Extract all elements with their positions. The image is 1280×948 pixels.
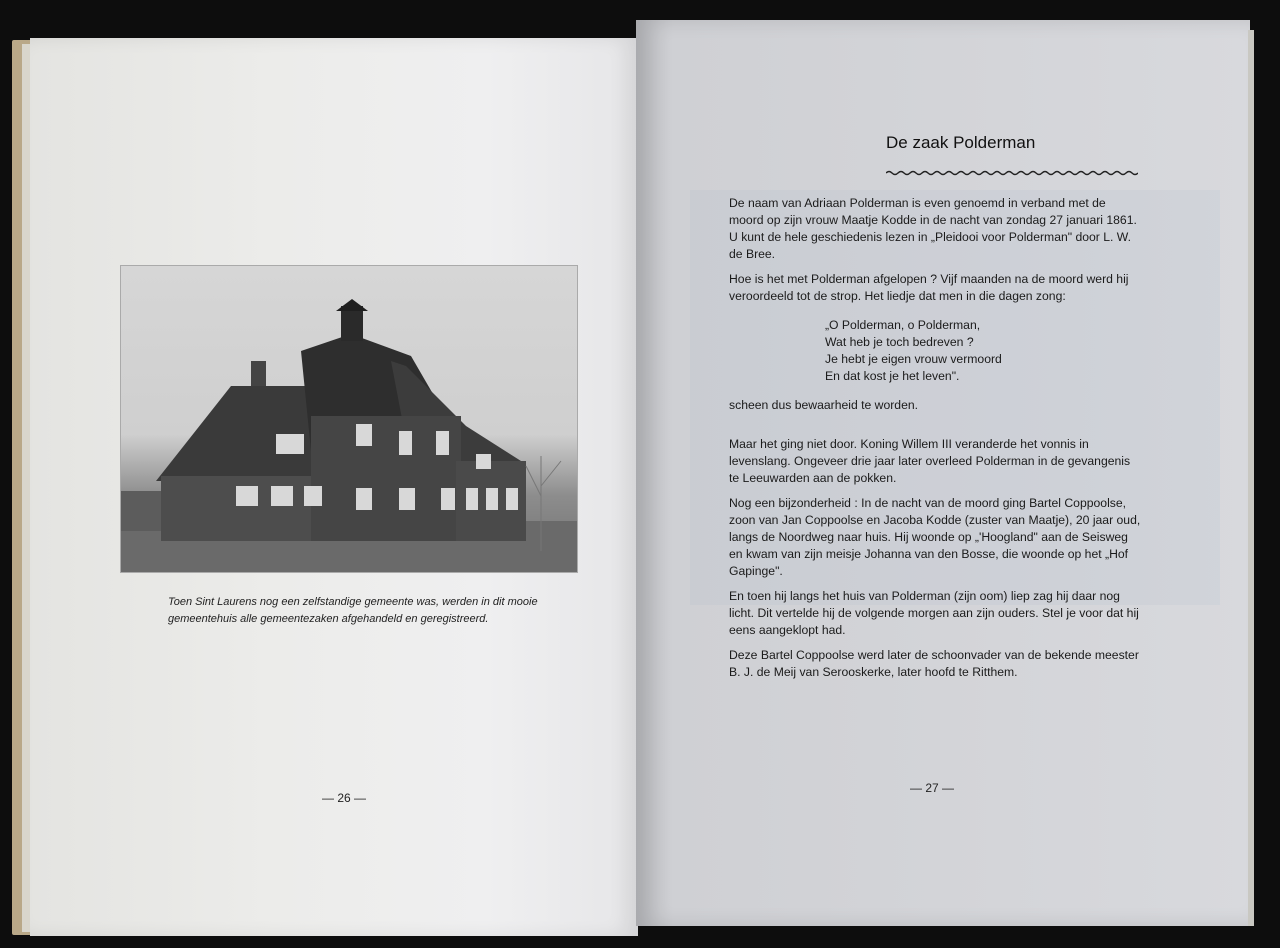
verse-line: Wat heb je toch bedreven ? <box>825 335 974 349</box>
song-verse <box>825 317 1141 385</box>
article-body <box>729 195 1141 689</box>
article-title: De zaak Polderman <box>886 133 1036 152</box>
page-number-left: — 26 — <box>322 791 367 805</box>
paragraph: En toen hij langs het huis van Polderman (zijn oom) liep zag hij daar nog licht. Dit vertelde hij de volgende morgen aan zijn ouders. Stel je voor dat hij eens aangeklopt had. <box>729 589 1139 637</box>
building-illustration <box>121 266 577 572</box>
paragraph: Hoe is het met Polderman afgelopen ? Vijf maanden na de moord werd hij veroordeeld tot de strop. Het liedje dat men in die dagen zong: <box>729 272 1129 303</box>
right-page-edge <box>1248 30 1254 926</box>
page-number-right: — 27 — <box>910 781 955 795</box>
verse-line: „O Polderman, o Polderman, <box>825 318 981 332</box>
paragraph: Nog een bijzonderheid : In de nacht van de moord ging Bartel Coppoolse, zoon van Jan Coppoolse en Jacoba Kodde (zuster van Maatje), 20 jaar oud, langs de Noordweg naar huis. Hij woonde op „'Hoogland" aan de Seisweg en kwam van zijn meisje Johanna van den Bosse, die woonde op het „Hof Gapinge". <box>729 496 1141 578</box>
verse-line: Je hebt je eigen vrouw vermoord <box>825 352 1002 366</box>
paragraph: scheen dus bewaarheid te worden. <box>729 398 919 412</box>
photo-caption: Toen Sint Laurens nog een zelfstandige gemeente was, werden in dit mooie gemeentehuis alle gemeentezaken afgehandeld en geregistreerd. <box>168 596 538 625</box>
town-hall-photo <box>120 265 578 573</box>
paragraph: De naam van Adriaan Polderman is even genoemd in verband met de moord op zijn vrouw Maatje Kodde in de nacht van zondag 27 januari 1861. U kunt de hele geschiedenis lezen in „Pleidooi voor Polderman" door L. W. de Bree. <box>729 196 1137 261</box>
paragraph: Maar het ging niet door. Koning Willem III veranderde het vonnis in levenslang. Ongeveer drie jaar later overleed Polderman in de gevangenis te Leeuwarden aan de pokken. <box>729 437 1131 485</box>
verse-line: En dat kost je het leven". <box>825 369 960 383</box>
decorative-wavy-rule-icon <box>886 168 1138 178</box>
paragraph: Deze Bartel Coppoolse werd later de schoonvader van de bekende meester B. J. de Meij van Serooskerke, later hoofd te Ritthem. <box>729 648 1139 679</box>
